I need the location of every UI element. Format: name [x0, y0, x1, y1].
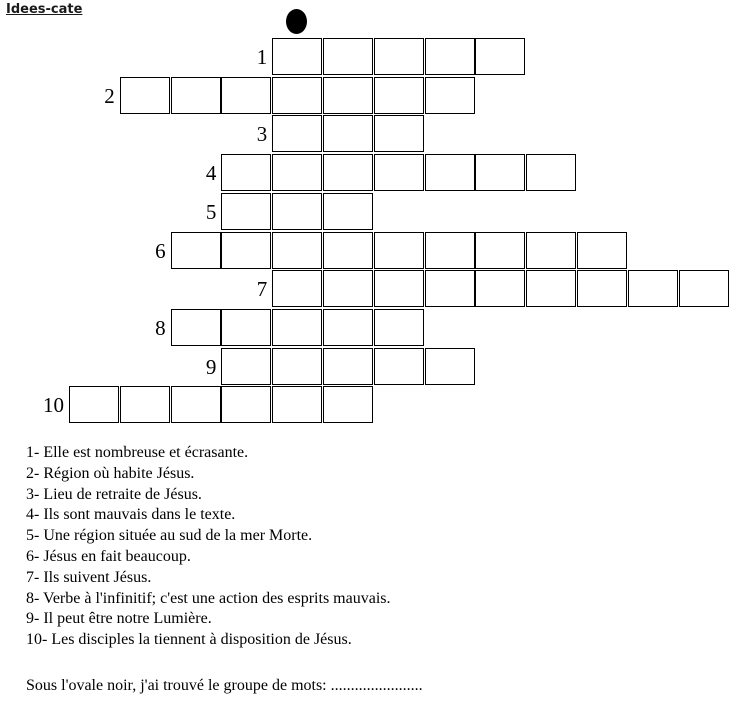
grid-cell-row-6[interactable]	[526, 232, 576, 269]
grid-cell-row-1[interactable]	[475, 38, 525, 75]
row-number-5: 5	[205, 199, 217, 224]
grid-cell-row-2[interactable]	[120, 77, 170, 114]
grid-cell-row-8[interactable]	[374, 309, 424, 346]
grid-cell-row-8[interactable]	[221, 309, 271, 346]
grid-cell-row-4[interactable]	[323, 154, 373, 191]
grid-cell-row-2[interactable]	[171, 77, 221, 114]
grid-cell-row-2[interactable]	[221, 77, 271, 114]
row-number-6: 6	[155, 238, 166, 263]
grid-cell-row-5[interactable]	[323, 193, 373, 230]
grid-cell-row-7[interactable]	[628, 270, 678, 307]
grid-cell-row-6[interactable]	[374, 232, 424, 269]
grid-cell-row-8[interactable]	[323, 309, 373, 346]
grid-cell-row-6[interactable]	[272, 232, 322, 269]
grid-cell-row-1[interactable]	[425, 38, 475, 75]
grid-cell-row-5[interactable]	[272, 193, 322, 230]
row-number-10: 10	[43, 393, 64, 418]
grid-cell-row-2[interactable]	[374, 77, 424, 114]
grid-cell-row-7[interactable]	[272, 270, 322, 307]
grid-cell-row-1[interactable]	[374, 38, 424, 75]
grid-cell-row-9[interactable]	[272, 348, 322, 385]
grid-cell-row-6[interactable]	[221, 232, 271, 269]
row-number-7: 7	[256, 277, 268, 302]
clue-item: 8- Verbe à l'infinitif; c'est une action des esprits mauvais.	[26, 589, 391, 607]
grid-cell-row-10[interactable]	[272, 386, 322, 423]
grid-cell-row-10[interactable]	[221, 386, 271, 423]
grid-cell-row-7[interactable]	[679, 270, 729, 307]
grid-cell-row-6[interactable]	[475, 232, 525, 269]
grid-cell-row-7[interactable]	[475, 270, 525, 307]
grid-cell-row-7[interactable]	[526, 270, 576, 307]
grid-cell-row-2[interactable]	[323, 77, 373, 114]
grid-cell-row-1[interactable]	[272, 38, 322, 75]
row-number-2: 2	[104, 83, 115, 108]
grid-cell-row-6[interactable]	[577, 232, 627, 269]
grid-cell-row-4[interactable]	[425, 154, 475, 191]
row-number-9: 9	[205, 354, 217, 379]
row-number-1: 1	[256, 45, 268, 69]
grid-cell-row-6[interactable]	[425, 232, 475, 269]
grid-cell-row-4[interactable]	[272, 154, 322, 191]
final-answer-prompt: Sous l'ovale noir, j'ai trouvé le groupe de mots: .......................	[26, 677, 423, 694]
grid-cell-row-6[interactable]	[171, 232, 221, 269]
grid-cell-row-8[interactable]	[171, 309, 221, 346]
brand-title: Idees-cate	[6, 2, 83, 17]
grid-cell-row-7[interactable]	[425, 270, 475, 307]
grid-cell-row-10[interactable]	[171, 386, 221, 423]
clue-item: 3- Lieu de retraite de Jésus.	[26, 485, 202, 503]
grid-cell-row-7[interactable]	[374, 270, 424, 307]
grid-cell-row-9[interactable]	[323, 348, 373, 385]
grid-cell-row-5[interactable]	[221, 193, 271, 230]
grid-cell-row-7[interactable]	[577, 270, 627, 307]
grid-cell-row-4[interactable]	[374, 154, 424, 191]
grid-cell-row-6[interactable]	[323, 232, 373, 269]
row-number-8: 8	[155, 315, 166, 340]
clue-item: 6- Jésus en fait beaucoup.	[26, 547, 191, 565]
clue-item: 1- Elle est nombreuse et écrasante.	[26, 444, 249, 461]
grid-cell-row-3[interactable]	[374, 115, 424, 152]
grid-cell-row-10[interactable]	[69, 386, 119, 423]
clue-item: 7- Ils suivent Jésus.	[26, 568, 152, 586]
grid-cell-row-4[interactable]	[526, 154, 576, 191]
row-number-4: 4	[205, 161, 217, 186]
grid-cell-row-3[interactable]	[272, 115, 322, 152]
grid-cell-row-2[interactable]	[425, 77, 475, 114]
grid-cell-row-3[interactable]	[323, 115, 373, 152]
grid-cell-row-9[interactable]	[221, 348, 271, 385]
grid-cell-row-4[interactable]	[475, 154, 525, 191]
clue-item: 9- Il peut être notre Lumière.	[26, 610, 212, 628]
grid-cell-row-1[interactable]	[323, 38, 373, 75]
row-number-3: 3	[256, 122, 268, 147]
grid-cell-row-8[interactable]	[272, 309, 322, 346]
grid-cell-row-2[interactable]	[272, 77, 322, 114]
clue-item: 2- Région où habite Jésus.	[26, 464, 195, 482]
grid-cell-row-10[interactable]	[323, 386, 373, 423]
clue-item: 4- Ils sont mauvais dans le texte.	[26, 506, 236, 524]
grid-cell-row-4[interactable]	[221, 154, 271, 191]
grid-cell-row-9[interactable]	[374, 348, 424, 385]
clue-item: 5- Une région située au sud de la mer Morte.	[26, 527, 313, 545]
grid-cell-row-10[interactable]	[120, 386, 170, 423]
grid-cell-row-9[interactable]	[425, 348, 475, 385]
grid-cell-row-7[interactable]	[323, 270, 373, 307]
clue-list	[26, 443, 390, 651]
clue-item: 10- Les disciples la tiennent à disposition de Jésus.	[26, 631, 352, 649]
